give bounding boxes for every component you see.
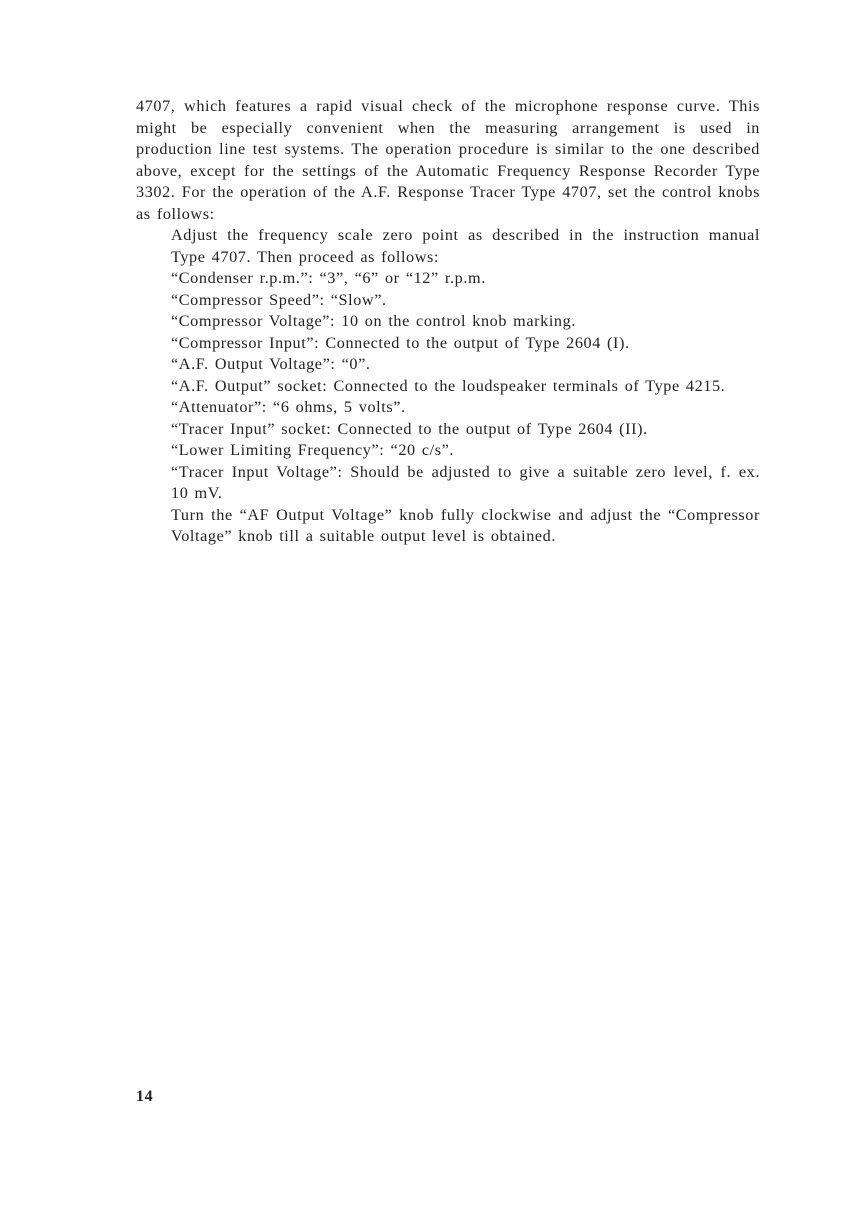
- settings-item-lower-limiting-frequency: “Lower Limiting Frequency”: “20 c/s”.: [171, 441, 455, 459]
- settings-item-tracer-input-socket: “Tracer Input” socket: Connected to the output of Type 2604 (II).: [171, 419, 648, 438]
- settings-item-attenuator: “Attenuator”: “6 ohms, 5 volts”.: [171, 398, 406, 416]
- control-settings-list: [171, 225, 760, 548]
- settings-item-zero-point: Adjust the frequency scale zero point as described in the instruction manual Type 4707. Then proceed as follows:: [171, 226, 760, 266]
- settings-item-compressor-voltage: “Compressor Voltage”: 10 on the control knob marking.: [171, 312, 576, 330]
- settings-item-final-adjustment: Turn the “AF Output Voltage” knob fully clockwise and adjust the “Compressor Voltage” knob till a suitable output level is obtained.: [171, 505, 760, 545]
- settings-item-condenser-rpm: “Condenser r.p.m.”: “3”, “6” or “12” r.p.m.: [171, 269, 486, 287]
- settings-item-compressor-input: “Compressor Input”: Connected to the output of Type 2604 (I).: [171, 333, 630, 352]
- page-number: 14: [136, 1088, 154, 1105]
- intro-paragraph: 4707, which features a rapid visual check of the microphone response curve. This might be especially convenient when the measuring arrangement is used in production line test systems. The operation procedure is similar to the one described above, except for the settings of the Automatic Frequency Response Recorder Type 3302. For the operation of the A.F. Response Tracer Type 4707, set the control knobs as follows:: [136, 97, 760, 223]
- settings-item-af-output-voltage: “A.F. Output Voltage”: “0”.: [171, 355, 371, 373]
- settings-item-af-output-socket: “A.F. Output” socket: Connected to the loudspeaker terminals of Type 4215.: [171, 376, 726, 395]
- settings-item-compressor-speed: “Compressor Speed”: “Slow”.: [171, 290, 387, 309]
- settings-item-tracer-input-voltage: “Tracer Input Voltage”: Should be adjusted to give a suitable zero level, f. ex. 10 mV.: [171, 462, 760, 502]
